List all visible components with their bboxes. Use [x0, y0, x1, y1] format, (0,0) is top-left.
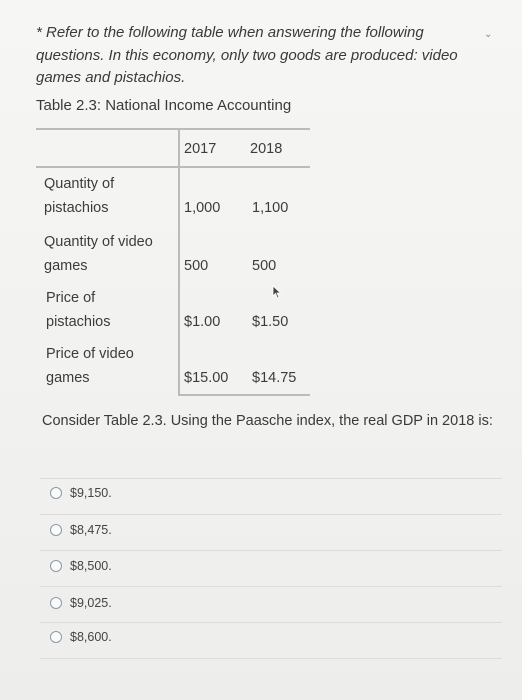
row-label-price-pistachios: Price of pistachios — [46, 290, 111, 330]
answer-option-label: $9,025. — [70, 596, 112, 610]
answer-option-1[interactable] — [50, 486, 112, 500]
radio-button[interactable] — [50, 487, 62, 499]
cell-2017-price-video-games: $15.00 — [184, 370, 229, 386]
cell-2017-price-pistachios: $1.00 — [184, 314, 221, 330]
cell-2017-quantity-video-games: 500 — [184, 258, 209, 274]
table-bottom-rule — [178, 394, 310, 396]
cell-2018-quantity-video-games: 500 — [252, 258, 277, 274]
table-header-rule — [36, 166, 310, 168]
answer-option-3[interactable] — [50, 559, 112, 573]
option-separator — [40, 550, 502, 551]
answer-option-2[interactable] — [50, 523, 112, 537]
answer-option-label: $8,600. — [70, 630, 112, 644]
table-column-divider — [178, 129, 180, 395]
cell-2018-quantity-pistachios: 1,100 — [252, 200, 289, 216]
cell-2018-price-video-games: $14.75 — [252, 370, 297, 386]
answer-option-label: $9,150. — [70, 486, 112, 500]
radio-button[interactable] — [50, 524, 62, 536]
radio-button[interactable] — [50, 597, 62, 609]
answer-option-label: $8,475. — [70, 523, 112, 537]
mouse-cursor-icon — [272, 285, 282, 299]
radio-button[interactable] — [50, 560, 62, 572]
radio-button[interactable] — [50, 631, 62, 643]
cell-2017-quantity-pistachios: 1,000 — [184, 200, 221, 216]
option-separator — [40, 514, 502, 515]
cell-2018-price-pistachios: $1.50 — [252, 314, 289, 330]
table-title: Table 2.3: National Income Accounting — [36, 97, 292, 114]
row-label-quantity-video-games: Quantity of video games — [44, 234, 153, 274]
chevron-down-icon[interactable]: ⌄ — [484, 29, 493, 40]
header-year-2017: 2017 — [184, 141, 217, 157]
option-separator — [40, 586, 502, 587]
question-text: Consider Table 2.3. Using the Paasche index, the real GDP in 2018 is: — [42, 413, 493, 429]
option-separator — [40, 622, 502, 623]
row-label-quantity-pistachios: Quantity of pistachios — [44, 176, 115, 216]
answer-option-4[interactable] — [50, 596, 112, 610]
row-label-price-video-games: Price of video games — [46, 346, 134, 386]
table-top-rule — [36, 128, 310, 130]
option-separator — [40, 478, 502, 479]
option-separator — [40, 658, 502, 659]
intro-text: * Refer to the following table when answering the following questions. In this economy, only two goods are produced: video games and pistachios. — [36, 24, 458, 86]
header-year-2018: 2018 — [250, 141, 283, 157]
answer-option-label: $8,500. — [70, 559, 112, 573]
answer-option-5[interactable] — [50, 630, 112, 644]
